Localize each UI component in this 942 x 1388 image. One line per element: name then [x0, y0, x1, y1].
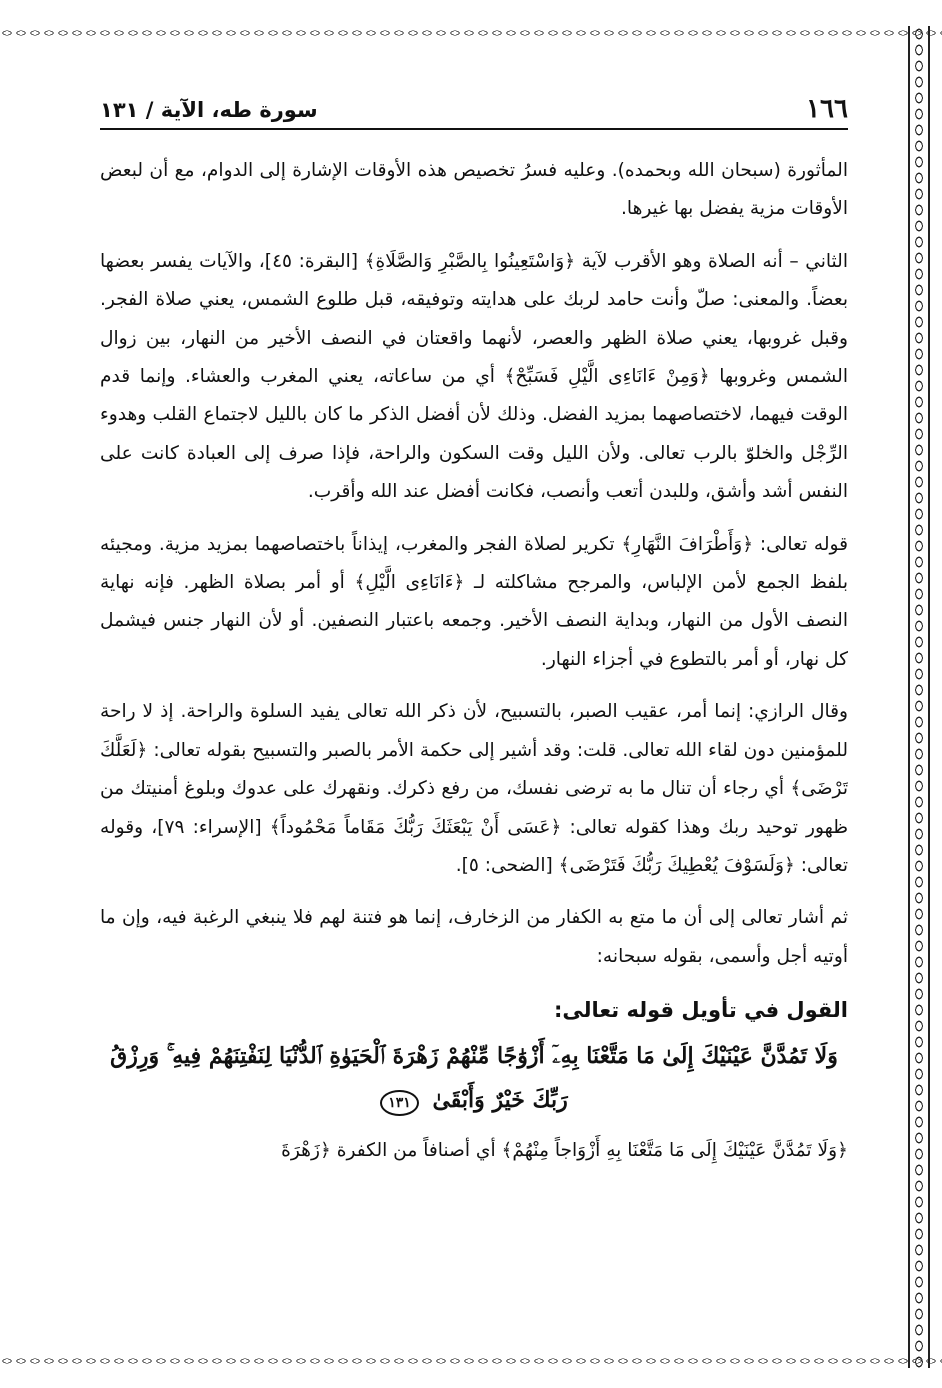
paragraph-5: ثم أشار تعالى إلى أن ما متع به الكفار من الزخارف، إنما هو فتنة لهم فلا ينبغي الرغبة فيه، وإن ما أوتيه أجل وأسمى، بقوله سبحانه: [100, 907, 848, 967]
paragraph-4: وقال الرازي: إنما أمر، عقيب الصبر، بالتسبيح، لأن ذكر الله تعالى يفيد السلوة والراحة. إذ لا راحة للمؤمنين دون لقاء الله تعالى. قلت: وقد أشير إلى حكمة الأمر بالصبر والتسبيح بقوله تعالى: ﴿لَعَلَّكَ تَرْضَى﴾ أي رجاء أن تنال ما به ترضى نفسك، من رفع ذكرك. ونقهرك على عدوك وبلوغ أمنيتك من ظهور توحيد ربك وهذا كقوله تعالى: ﴿عَسَى أَنْ يَبْعَثَكَ رَبُّكَ مَقَاماً مَحْمُوداً﴾ [الإسراء: ٧٩]، وقوله تعالى: ﴿وَلَسَوْفَ يُعْطِيكَ رَبُّكَ فَتَرْضَى﴾ [الضحى: ٥]. [100, 701, 848, 876]
verse-line-2 [100, 1078, 848, 1122]
page-body [100, 152, 848, 1347]
ayah-number-marker: ١٣١ [380, 1090, 419, 1116]
right-ornamental-border [908, 26, 930, 1368]
paragraph-1: المأثورة (سبحان الله وبحمده). وعليه فسرُ تخصيص هذه الأوقات الإشارة إلى الدوام، مع أن لبعض الأوقات مزية يفضل بها غيرها. [100, 160, 848, 220]
paragraph-6: ﴿وَلَا تَمُدَّنَّ عَيْنَيْكَ إِلَى مَا مَتَّعْنَا بِهِ أَزْوَاجاً مِنْهُمْ﴾ أي أصنافاً من الكفرة ﴿زَهْرَةَ [281, 1140, 848, 1162]
running-head: سورة طه، الآية / ١٣١ [100, 98, 318, 122]
bottom-ornamental-border [0, 1354, 942, 1368]
section-heading: القول في تأويل قوله تعالى: [554, 998, 848, 1023]
page-number: ١٦٦ [806, 94, 848, 124]
quran-verse-block [100, 1034, 848, 1122]
verse-line-2-text: رَبِّكَ خَيْرٌ وَأَبْقَىٰ [432, 1087, 568, 1114]
page-header [100, 88, 848, 130]
verse-line-1: وَلَا تَمُدَّنَّ عَيْنَيْكَ إِلَىٰ مَا مَتَّعْنَا بِهِۦٓ أَزْوَٰجًا مِّنْهُمْ زَهْرَةَ ٱلْحَيَوٰةِ ٱلدُّنْيَا لِنَفْتِنَهُمْ فِيهِ ۚ وَرِزْقُ [110, 1043, 838, 1070]
top-ornamental-border [0, 26, 942, 40]
paragraph-2: الثاني – أنه الصلاة وهو الأقرب لآية ﴿وَاسْتَعِينُوا بِالصَّبْرِ وَالصَّلَاةِ﴾ [البقرة: ٤٥]، والآيات يفسر بعضها بعضاً. والمعنى: صلّ وأنت حامد لربك على هدايته وتوفيقه، قبل طلوع الشمس، يعني صلاة الفجر. وقبل غروبها، يعني صلاة الظهر والعصر، لأنهما واقعتان في النصف الأخير من النهار، بين زوال الشمس وغروبها ﴿وَمِنْ ءَانَاءِى الَّيْلِ فَسَبِّحْ﴾ أي من ساعاته، يعني المغرب والعشاء. وإنما قدم الوقت فيهما، لاختصاصهما بمزيد الفضل. وذلك لأن أفضل الذكر ما كان بالليل لاجتماع القلب وهدوء الرِّجْل والخلوّ بالرب تعالى. ولأن الليل وقت السكون والراحة، فإذا صرف إلى العبادة كانت على النفس أشد وأشق، وللبدن أتعب وأنصب، فكانت أفضل عند الله وأقرب. [100, 250, 848, 503]
paragraph-3: قوله تعالى: ﴿وَأَطْرَافَ النَّهَارِ﴾ تكرير لصلاة الفجر والمغرب، إيذاناً باختصاصهما بمزيد مزية. ومجيئه بلفظ الجمع لأمن الإلباس، والمرجح مشاكلته لـ ﴿ءَانَاءِى الَّيْلِ﴾ أو أمر بصلاة الظهر. فإنه نهاية النصف الأول من النهار، وبداية النصف الأخير. وجمعه باعتبار النصفين. أو لأن النهار جنس فيشمل كل نهار، أو أمر بالتطوع في أجزاء النهار. [100, 533, 848, 670]
